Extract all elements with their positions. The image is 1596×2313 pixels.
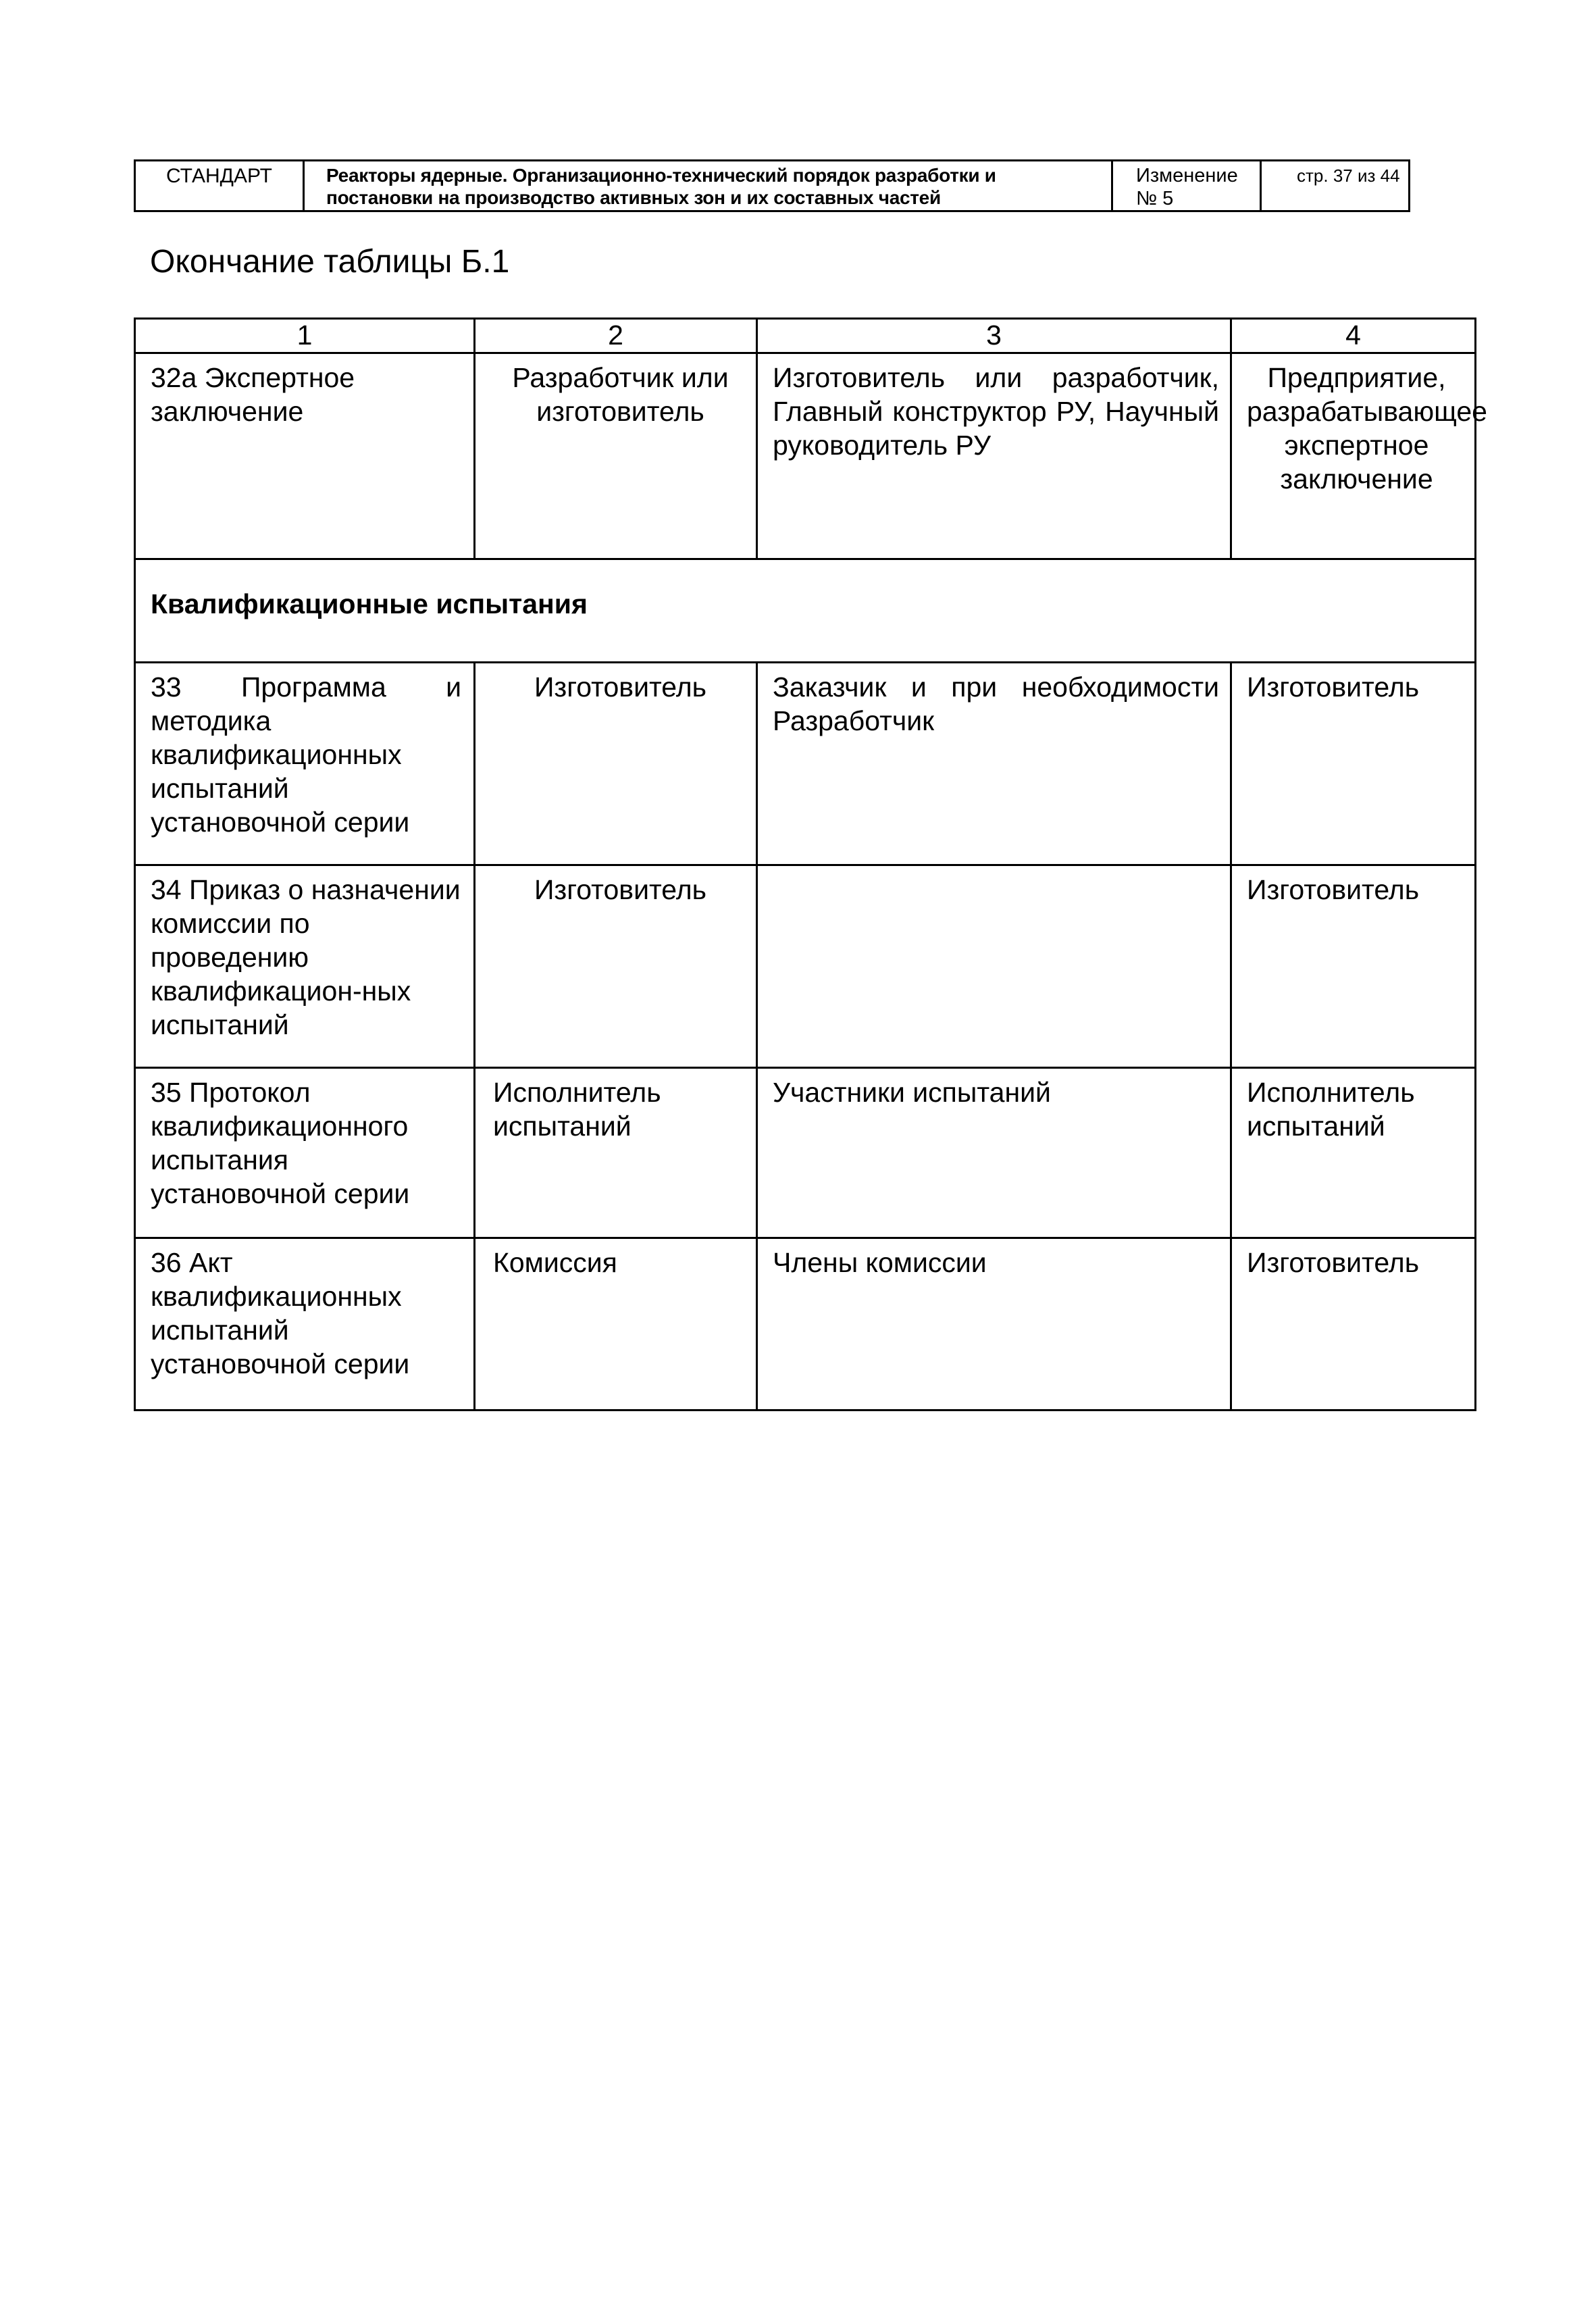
developer-cell: Исполнитель испытаний xyxy=(475,1068,757,1238)
document-name-cell: 32а Экспертное заключение xyxy=(135,353,475,559)
table-caption: Окончание таблицы Б.1 xyxy=(150,244,510,280)
column-number: 4 xyxy=(1231,319,1476,353)
approver-cell: Изготовитель или разработчик, Главный конструктор РУ, Научный руководитель РУ xyxy=(757,353,1231,559)
column-number: 2 xyxy=(475,319,757,353)
change-info xyxy=(1112,161,1261,211)
developer-cell: Разработчик или изготовитель xyxy=(475,353,757,559)
approver-cell: Заказчик и при необходимости Разработчик xyxy=(757,663,1231,865)
table-row xyxy=(135,1068,1476,1238)
document-name-cell: 33 Программа и методика квалификационных испытаний установочной серии xyxy=(135,663,475,865)
holder-cell: Изготовитель xyxy=(1231,663,1476,865)
document-title xyxy=(304,161,1112,211)
document-title-line1: Реакторы ядерные. Организационно-технический порядок разработки и xyxy=(326,165,996,186)
holder-cell: Изготовитель xyxy=(1231,1238,1476,1410)
developer-cell: Комиссия xyxy=(475,1238,757,1410)
section-title: Квалификационные испытания xyxy=(135,559,1476,663)
document-title-line2: постановки на производство активных зон и их составных частей xyxy=(326,187,941,208)
column-number: 3 xyxy=(757,319,1231,353)
table-row xyxy=(135,1238,1476,1410)
change-label: Изменение xyxy=(1136,165,1238,186)
approver-cell: Члены комиссии xyxy=(757,1238,1231,1410)
column-numbers-row xyxy=(135,319,1476,353)
approver-cell: Участники испытаний xyxy=(757,1068,1231,1238)
table-row xyxy=(135,663,1476,865)
table-row-32a xyxy=(135,353,1476,559)
document-header xyxy=(134,159,1410,212)
document-name-cell: 34 Приказ о назначении комиссии по проведению квалификацион-ных испытаний xyxy=(135,865,475,1068)
developer-cell: Изготовитель xyxy=(475,663,757,865)
approver-cell xyxy=(757,865,1231,1068)
holder-cell: Предприятие, разрабатывающее экспертное заключение xyxy=(1231,353,1476,559)
change-number: № 5 xyxy=(1136,188,1174,209)
column-number: 1 xyxy=(135,319,475,353)
developer-cell: Изготовитель xyxy=(475,865,757,1068)
table-row xyxy=(135,865,1476,1068)
holder-cell: Изготовитель xyxy=(1231,865,1476,1068)
document-name-cell: 35 Протокол квалификационного испытания установочной серии xyxy=(135,1068,475,1238)
holder-cell: Исполнитель испытаний xyxy=(1231,1068,1476,1238)
standard-label: СТАНДАРТ xyxy=(135,161,304,211)
page-info: стр. 37 из 44 xyxy=(1261,161,1410,211)
document-name-cell: 36 Акт квалификационных испытаний установочной серии xyxy=(135,1238,475,1410)
table-b1 xyxy=(134,317,1487,1411)
section-row xyxy=(135,559,1476,663)
